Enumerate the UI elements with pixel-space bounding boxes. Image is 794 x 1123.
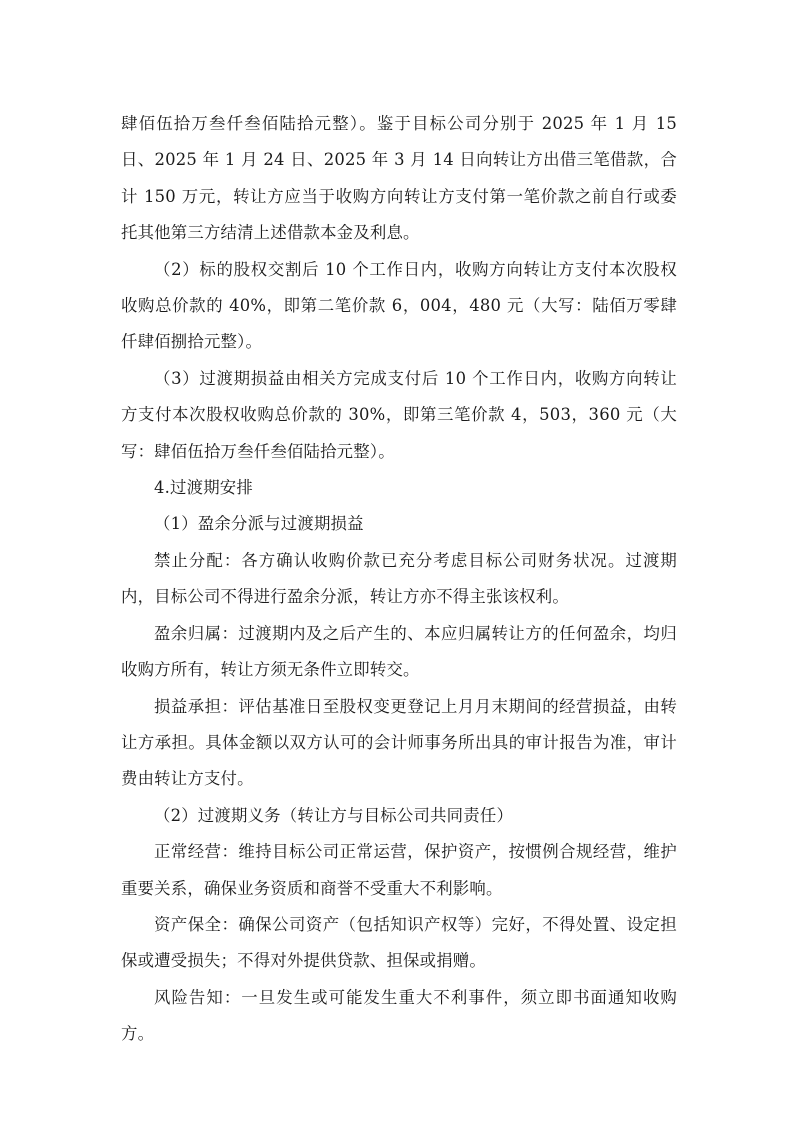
subsection-heading-obligations: （2）过渡期义务（转让方与目标公司共同责任） [154,805,514,825]
section-heading-transition: 4.过渡期安排 [154,478,253,498]
paragraph-third-payment: （3）过渡期损益由相关方完成支付后 10 个工作日内，收购方向转让方支付本次股权收购总价款的 30%，即第三笔价款 4，503，360 元（大写：肆佰伍拾万叁仟叁佰陆拾元整）。 [121,368,677,461]
document-body [121,106,677,1053]
paragraph-asset-preservation: 资产保全：确保公司资产（包括知识产权等）完好，不得处置、设定担保或遭受损失；不得对外提供贷款、担保或捐赠。 [121,914,677,971]
paragraph-prohibit-distribution: 禁止分配：各方确认收购价款已充分考虑目标公司财务状况。过渡期内，目标公司不得进行盈余分派，转让方亦不得主张该权利。 [121,550,677,607]
paragraph-second-payment: （2）标的股权交割后 10 个工作日内，收购方向转让方支付本次股权收购总价款的 40%，即第二笔价款 6，004，480 元（大写：陆佰万零肆仟肆佰捌拾元整）。 [121,259,677,352]
subsection-heading-profit: （1）盈余分派与过渡期损益 [154,514,364,534]
paragraph-normal-operation: 正常经营：维持目标公司正常运营，保护资产，按惯例合规经营，维护重要关系，确保业务资质和商誉不受重大不利影响。 [121,842,677,898]
paragraph-payment-continued: 肆佰伍拾万叁仟叁佰陆拾元整）。鉴于目标公司分别于 2025 年 1 月 15 日、2025 年 1 月 24 日、2025 年 3 月 14 日向转让方出借三笔借款，合计 150 万元，转让方应当于收购方向转让方支付第一笔价款之前自行或委托其他第三方结清上述借款本金及利息。 [121,114,677,243]
paragraph-surplus-ownership: 盈余归属：过渡期内及之后产生的、本应归属转让方的任何盈余，均归收购方所有，转让方须无条件立即转交。 [121,623,677,680]
paragraph-risk-notice: 风险告知：一旦发生或可能发生重大不利事件，须立即书面通知收购方。 [121,987,677,1044]
paragraph-profit-loss: 损益承担：评估基准日至股权变更登记上月月末期间的经营损益，由转让方承担。具体金额以双方认可的会计师事务所出具的审计报告为准，审计费由转让方支付。 [121,696,677,789]
